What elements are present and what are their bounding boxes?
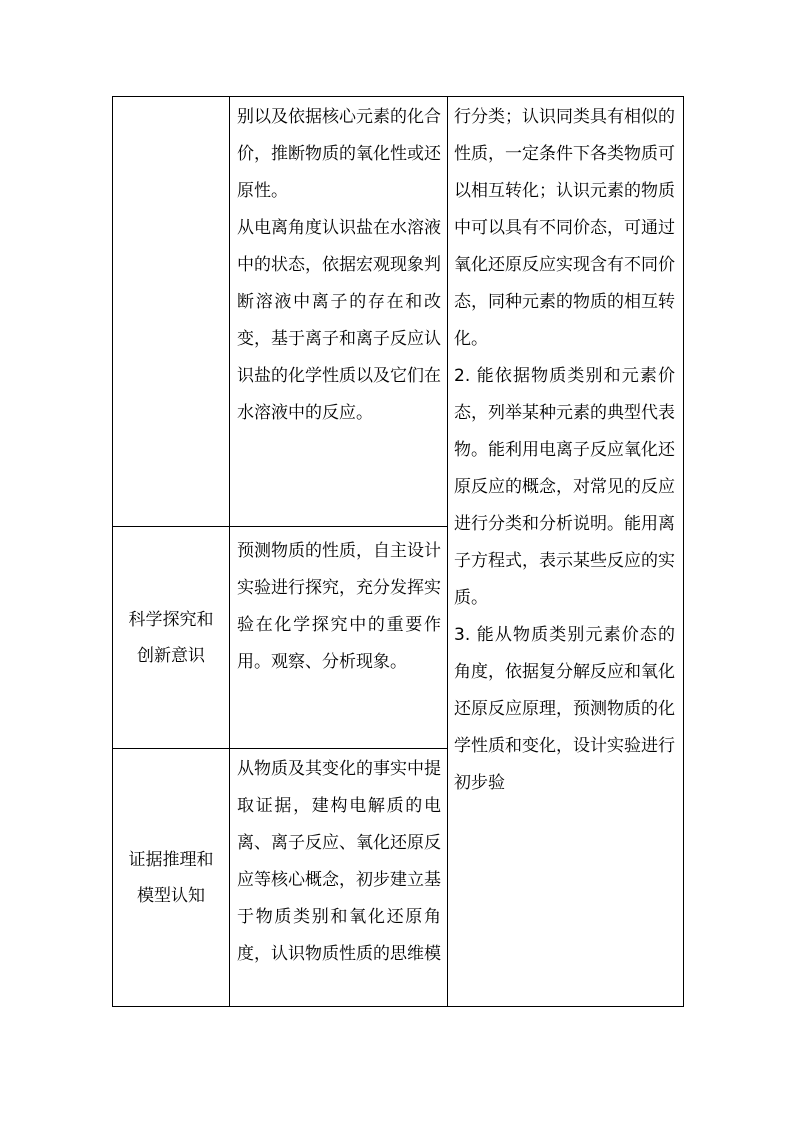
- description-paragraph: 预测物质的性质，自主设计实验进行探究，充分发挥实验在化学探究中的重要作用。观察、分析现象。: [237, 541, 441, 672]
- description-cell: [230, 749, 448, 1007]
- requirement-paragraph: 2. 能依据物质类别和元素价态，列举某种元素的典型代表物。能利用电离子反应氧化还原反应的概念，对常见的反应进行分类和分析说明。能用离子方程式，表示某些反应的实质。: [454, 366, 675, 608]
- category-label-line: 证据推理和: [128, 849, 214, 870]
- curriculum-table-container: [112, 96, 680, 1006]
- category-cell: [113, 527, 230, 749]
- description-cell: [230, 527, 448, 749]
- category-cell-empty: [113, 97, 230, 527]
- requirement-paragraph: 行分类；认识同类具有相似的性质，一定条件下各类物质可以相互转化；认识元素的物质中可以具有不同价态，可通过氧化还原反应实现含有不同价态，同种元素的物质的相互转化。: [454, 107, 675, 349]
- category-label-line: 科学探究和: [128, 609, 214, 630]
- curriculum-table: [112, 96, 684, 1007]
- description-paragraph: 从电离角度认识盐在水溶液中的状态，依据宏观现象判断溶液中离子的存在和改变，基于离子和离子反应认识盐的化学性质以及它们在水溶液中的反应。: [237, 218, 441, 423]
- requirements-cell: [448, 97, 684, 1007]
- category-cell: [113, 749, 230, 1007]
- description-paragraph: 从物质及其变化的事实中提取证据，建构电解质的电离、离子反应、氧化还原反应等核心概念，初步建立基于物质类别和氧化还原角度，认识物质性质的思维模: [237, 759, 441, 964]
- description-cell: [230, 97, 448, 527]
- category-label-line: 创新意识: [137, 645, 205, 666]
- category-label-line: 模型认知: [137, 885, 205, 906]
- description-paragraph: 别以及依据核心元素的化合价，推断物质的氧化性或还原性。: [237, 107, 441, 201]
- table-row: [113, 97, 684, 527]
- requirement-paragraph: 3. 能从物质类别元素价态的角度，依据复分解反应和氧化还原反应原理，预测物质的化学性质和变化，设计实验进行初步验: [454, 625, 675, 793]
